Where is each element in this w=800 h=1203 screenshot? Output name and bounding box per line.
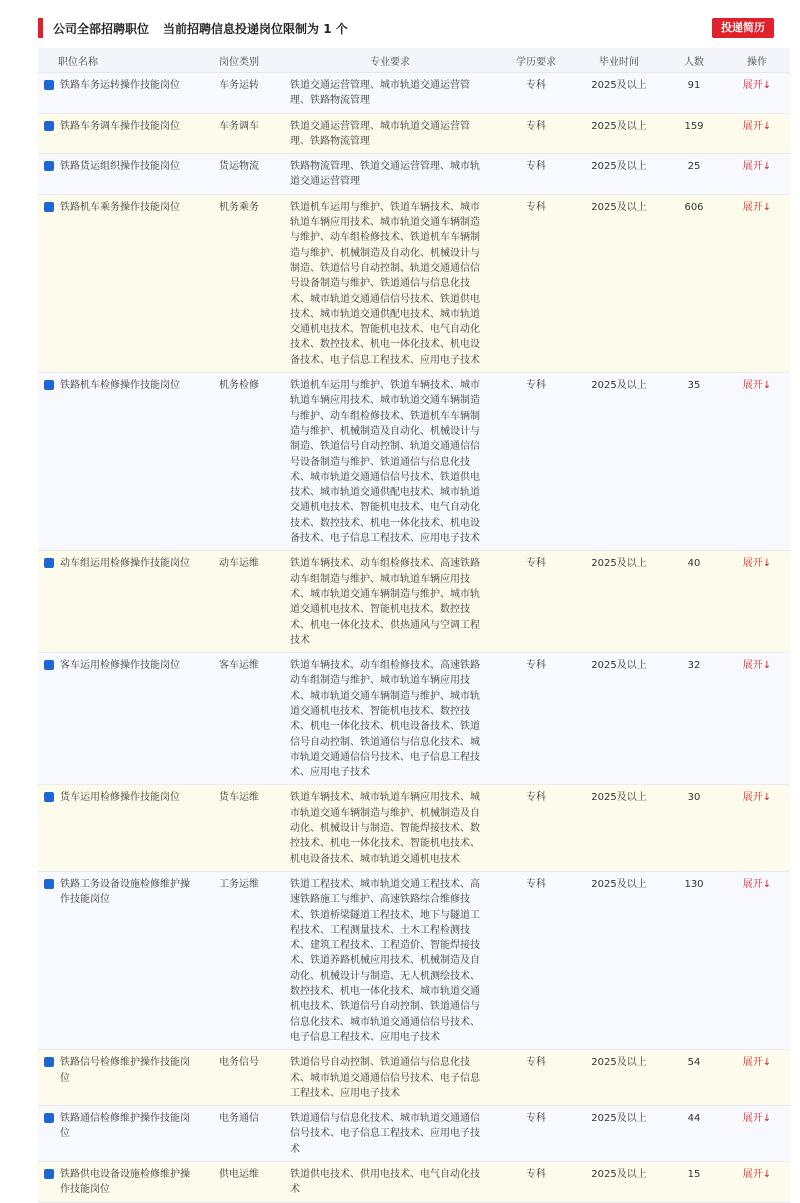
graduation-time: 2025及以上 [574, 113, 664, 154]
headcount: 32 [664, 653, 724, 785]
headcount: 159 [664, 113, 724, 154]
row-select-checkbox[interactable] [44, 1113, 54, 1123]
job-name: 货车运用检修操作技能岗位 [60, 792, 180, 804]
job-category: 车务运转 [196, 73, 282, 114]
row-select-checkbox[interactable] [44, 161, 54, 171]
job-name: 铁路车务运转操作技能岗位 [60, 80, 180, 91]
education-requirement: 专科 [498, 373, 574, 551]
table-row [38, 1162, 790, 1203]
action-cell [724, 373, 790, 551]
job-name: 动车组运用检修操作技能岗位 [60, 558, 190, 570]
table-row [38, 1106, 790, 1162]
job-category: 供电运维 [196, 1162, 282, 1203]
job-name-wrap [44, 78, 193, 93]
job-name-cell [38, 1162, 196, 1203]
job-name-wrap [44, 159, 193, 174]
table-row [38, 551, 790, 653]
job-name-wrap [44, 556, 193, 571]
row-select-checkbox[interactable] [44, 792, 54, 802]
expand-link[interactable]: 展开↓ [742, 1113, 772, 1125]
job-name-wrap [44, 790, 193, 805]
job-name-wrap [44, 1167, 193, 1198]
job-name-wrap [44, 1055, 193, 1086]
major-requirements: 铁道交通运营管理、城市轨道交通运营管理、铁路物流管理 [282, 73, 498, 114]
graduation-time: 2025及以上 [574, 871, 664, 1049]
row-select-checkbox[interactable] [44, 660, 54, 670]
headcount: 35 [664, 373, 724, 551]
action-cell [724, 154, 790, 195]
table-row [38, 154, 790, 195]
job-category: 车务调车 [196, 113, 282, 154]
column-header-category: 岗位类别 [196, 48, 282, 73]
job-name-cell [38, 1106, 196, 1162]
job-name-wrap [44, 1111, 193, 1142]
row-select-checkbox[interactable] [44, 121, 54, 131]
headcount: 25 [664, 154, 724, 195]
job-category: 电务通信 [196, 1106, 282, 1162]
title-accent-bar [38, 18, 43, 38]
major-requirements: 铁道车辆技术、城市轨道车辆应用技术、城市轨道交通车辆制造与维护、机械制造及自动化、机械设计与制造、智能焊接技术、数控技术、机电一体化技术、智能机电技术、机电设备技术、城市轨道交通机电技术 [282, 785, 498, 871]
expand-link[interactable]: 展开↓ [742, 878, 772, 890]
graduation-time: 2025及以上 [574, 653, 664, 785]
education-requirement: 专科 [498, 1106, 574, 1162]
job-name: 铁路工务设备设施检修维护操作技能岗位 [60, 878, 190, 906]
education-requirement: 专科 [498, 73, 574, 114]
column-header-education: 学历要求 [498, 48, 574, 73]
action-cell [724, 551, 790, 653]
row-select-checkbox[interactable] [44, 1169, 54, 1179]
major-requirements: 铁道通信与信息化技术、城市轨道交通通信信号技术、电子信息工程技术、应用电子技术 [282, 1106, 498, 1162]
row-select-checkbox[interactable] [44, 80, 54, 90]
application-limit-note: 当前招聘信息投递岗位限制为 1 个 [163, 21, 348, 36]
job-name-cell [38, 154, 196, 195]
job-category: 货运物流 [196, 154, 282, 195]
job-name-cell [38, 373, 196, 551]
graduation-time: 2025及以上 [574, 373, 664, 551]
action-cell [724, 653, 790, 785]
headcount: 15 [664, 1162, 724, 1203]
graduation-time: 2025及以上 [574, 154, 664, 195]
action-cell [724, 113, 790, 154]
job-name-cell [38, 551, 196, 653]
graduation-time: 2025及以上 [574, 785, 664, 871]
expand-link[interactable]: 展开↓ [742, 1057, 772, 1069]
headcount: 606 [664, 194, 724, 372]
job-name-wrap [44, 119, 193, 134]
page-title: 公司全部招聘职位 [53, 21, 150, 36]
row-select-checkbox[interactable] [44, 202, 54, 212]
job-name: 客车运用检修操作技能岗位 [60, 660, 180, 672]
table-row [38, 653, 790, 785]
job-name: 铁路供电设备设施检修维护操作技能岗位 [60, 1169, 190, 1196]
job-name: 铁路通信检修维护操作技能岗位 [60, 1113, 190, 1140]
row-select-checkbox[interactable] [44, 380, 54, 390]
graduation-time: 2025及以上 [574, 1106, 664, 1162]
job-name-cell [38, 194, 196, 372]
job-category: 动车运维 [196, 551, 282, 653]
job-name-wrap [44, 658, 193, 673]
graduation-time: 2025及以上 [574, 1050, 664, 1106]
expand-link[interactable]: 展开↓ [742, 161, 772, 173]
table-header-row [38, 48, 790, 73]
job-name: 铁路车务调车操作技能岗位 [60, 120, 180, 132]
job-category: 客车运维 [196, 653, 282, 785]
education-requirement: 专科 [498, 785, 574, 871]
column-header-graduation: 毕业时间 [574, 48, 664, 73]
major-requirements: 铁道供电技术、供用电技术、电气自动化技术 [282, 1162, 498, 1203]
table-row [38, 1050, 790, 1106]
job-name-cell [38, 653, 196, 785]
job-name-cell [38, 871, 196, 1049]
table-row [38, 194, 790, 372]
job-name-wrap [44, 877, 193, 908]
row-select-checkbox[interactable] [44, 879, 54, 889]
major-requirements: 铁道信号自动控制、铁道通信与信息化技术、城市轨道交通通信信号技术、电子信息工程技术、应用电子技术 [282, 1050, 498, 1106]
headcount: 30 [664, 785, 724, 871]
job-category: 电务信号 [196, 1050, 282, 1106]
expand-link[interactable]: 展开↓ [742, 380, 772, 392]
column-header-majors: 专业要求 [282, 48, 498, 73]
major-requirements: 铁道车辆技术、动车组检修技术、高速铁路动车组制造与维护、城市轨道车辆应用技术、城市轨道交通车辆制造与维护、城市轨道交通机电技术、智能机电技术、数控技术、机电一体化技术、供热通风与空调工程技术 [282, 551, 498, 653]
major-requirements: 铁道工程技术、城市轨道交通工程技术、高速铁路施工与维护、高速铁路综合维修技术、铁道桥梁隧道工程技术、地下与隧道工程技术、工程测量技术、土木工程检测技术、建筑工程技术、工程造价、智能焊接技术、铁道养路机械应用技术、机械制造及自动化、机械设计与制造、无人机测绘技术、数控技术、机电一体化技术、城市轨道交通机电技术、铁道信号自动控制、铁道通信与信息化技术、城市轨道交通通信信号技术、电子信息工程技术、应用电子技术 [282, 871, 498, 1049]
column-header-action: 操作 [724, 48, 790, 73]
headcount: 44 [664, 1106, 724, 1162]
job-category: 工务运维 [196, 871, 282, 1049]
table-row [38, 373, 790, 551]
job-name: 铁路货运组织操作技能岗位 [60, 161, 180, 173]
job-name-wrap [44, 200, 193, 215]
job-name: 铁路机车检修操作技能岗位 [60, 380, 180, 392]
major-requirements: 铁道交通运营管理、城市轨道交通运营管理、铁路物流管理 [282, 113, 498, 154]
column-header-name: 职位名称 [38, 48, 196, 73]
job-category: 机务检修 [196, 373, 282, 551]
education-requirement: 专科 [498, 194, 574, 372]
education-requirement: 专科 [498, 871, 574, 1049]
job-name: 铁路信号检修维护操作技能岗位 [60, 1057, 190, 1084]
graduation-time: 2025及以上 [574, 194, 664, 372]
job-name-cell [38, 113, 196, 154]
expand-link[interactable]: 展开↓ [742, 80, 772, 91]
expand-link[interactable]: 展开↓ [742, 792, 772, 804]
education-requirement: 专科 [498, 653, 574, 785]
education-requirement: 专科 [498, 1050, 574, 1106]
job-name-cell [38, 73, 196, 114]
job-category: 机务乘务 [196, 194, 282, 372]
table-row [38, 113, 790, 154]
header-bar [38, 13, 780, 43]
action-cell [724, 73, 790, 114]
row-select-checkbox[interactable] [44, 1057, 54, 1067]
education-requirement: 专科 [498, 154, 574, 195]
submit-resume-button[interactable]: 投递简历 [712, 18, 774, 38]
headcount: 130 [664, 871, 724, 1049]
graduation-time: 2025及以上 [574, 1162, 664, 1203]
expand-link[interactable]: 展开↓ [742, 558, 772, 570]
table-row [38, 785, 790, 871]
education-requirement: 专科 [498, 551, 574, 653]
action-cell [724, 785, 790, 871]
major-requirements: 铁道机车运用与维护、铁道车辆技术、城市轨道车辆应用技术、城市轨道交通车辆制造与维护、动车组检修技术、铁道机车车辆制造与维护、机械制造及自动化、机械设计与制造、铁道信号自动控制、轨道交通通信信号设备制造与维护、铁道通信与信息化技术、城市轨道交通通信信号技术、铁道供电技术、城市轨道交通供配电技术、城市轨道交通机电技术、智能机电技术、电气自动化技术、数控技术、机电一体化技术、机电设备技术、电子信息工程技术、应用电子技术 [282, 373, 498, 551]
expand-link[interactable]: 展开↓ [742, 201, 772, 213]
action-cell [724, 1106, 790, 1162]
headcount: 54 [664, 1050, 724, 1106]
major-requirements: 铁道机车运用与维护、铁道车辆技术、城市轨道车辆应用技术、城市轨道交通车辆制造与维护、动车组检修技术、铁道机车车辆制造与维护、机械制造及自动化、机械设计与制造、铁道信号自动控制、轨道交通通信信号设备制造与维护、铁道通信与信息化技术、城市轨道交通通信信号技术、铁道供电技术、城市轨道交通供配电技术、城市轨道交通机电技术、智能机电技术、电气自动化技术、数控技术、机电一体化技术、机电设备技术、电子信息工程技术、应用电子技术 [282, 194, 498, 372]
job-name: 铁路机车乘务操作技能岗位 [60, 201, 180, 213]
expand-link[interactable]: 展开↓ [742, 660, 772, 672]
table-row [38, 73, 790, 114]
education-requirement: 专科 [498, 113, 574, 154]
headcount: 40 [664, 551, 724, 653]
job-name-cell [38, 785, 196, 871]
row-select-checkbox[interactable] [44, 558, 54, 568]
education-requirement: 专科 [498, 1162, 574, 1203]
job-table [38, 48, 790, 1203]
job-name-cell [38, 1050, 196, 1106]
major-requirements: 铁路物流管理、铁道交通运营管理、城市轨道交通运营管理 [282, 154, 498, 195]
graduation-time: 2025及以上 [574, 73, 664, 114]
action-cell [724, 194, 790, 372]
table-row [38, 871, 790, 1049]
column-header-count: 人数 [664, 48, 724, 73]
headcount: 91 [664, 73, 724, 114]
job-name-wrap [44, 378, 193, 393]
major-requirements: 铁道车辆技术、动车组检修技术、高速铁路动车组制造与维护、城市轨道车辆应用技术、城市轨道交通车辆制造与维护、城市轨道交通机电技术、智能机电技术、数控技术、机电一体化技术、机电设备技术、铁道信号自动控制、铁道通信与信息化技术、城市轨道交通通信信号技术、电子信息工程技术、应用电子技术 [282, 653, 498, 785]
expand-link[interactable]: 展开↓ [742, 1169, 772, 1180]
action-cell [724, 871, 790, 1049]
graduation-time: 2025及以上 [574, 551, 664, 653]
action-cell [724, 1050, 790, 1106]
expand-link[interactable]: 展开↓ [742, 120, 772, 132]
job-category: 货车运维 [196, 785, 282, 871]
action-cell [724, 1162, 790, 1203]
